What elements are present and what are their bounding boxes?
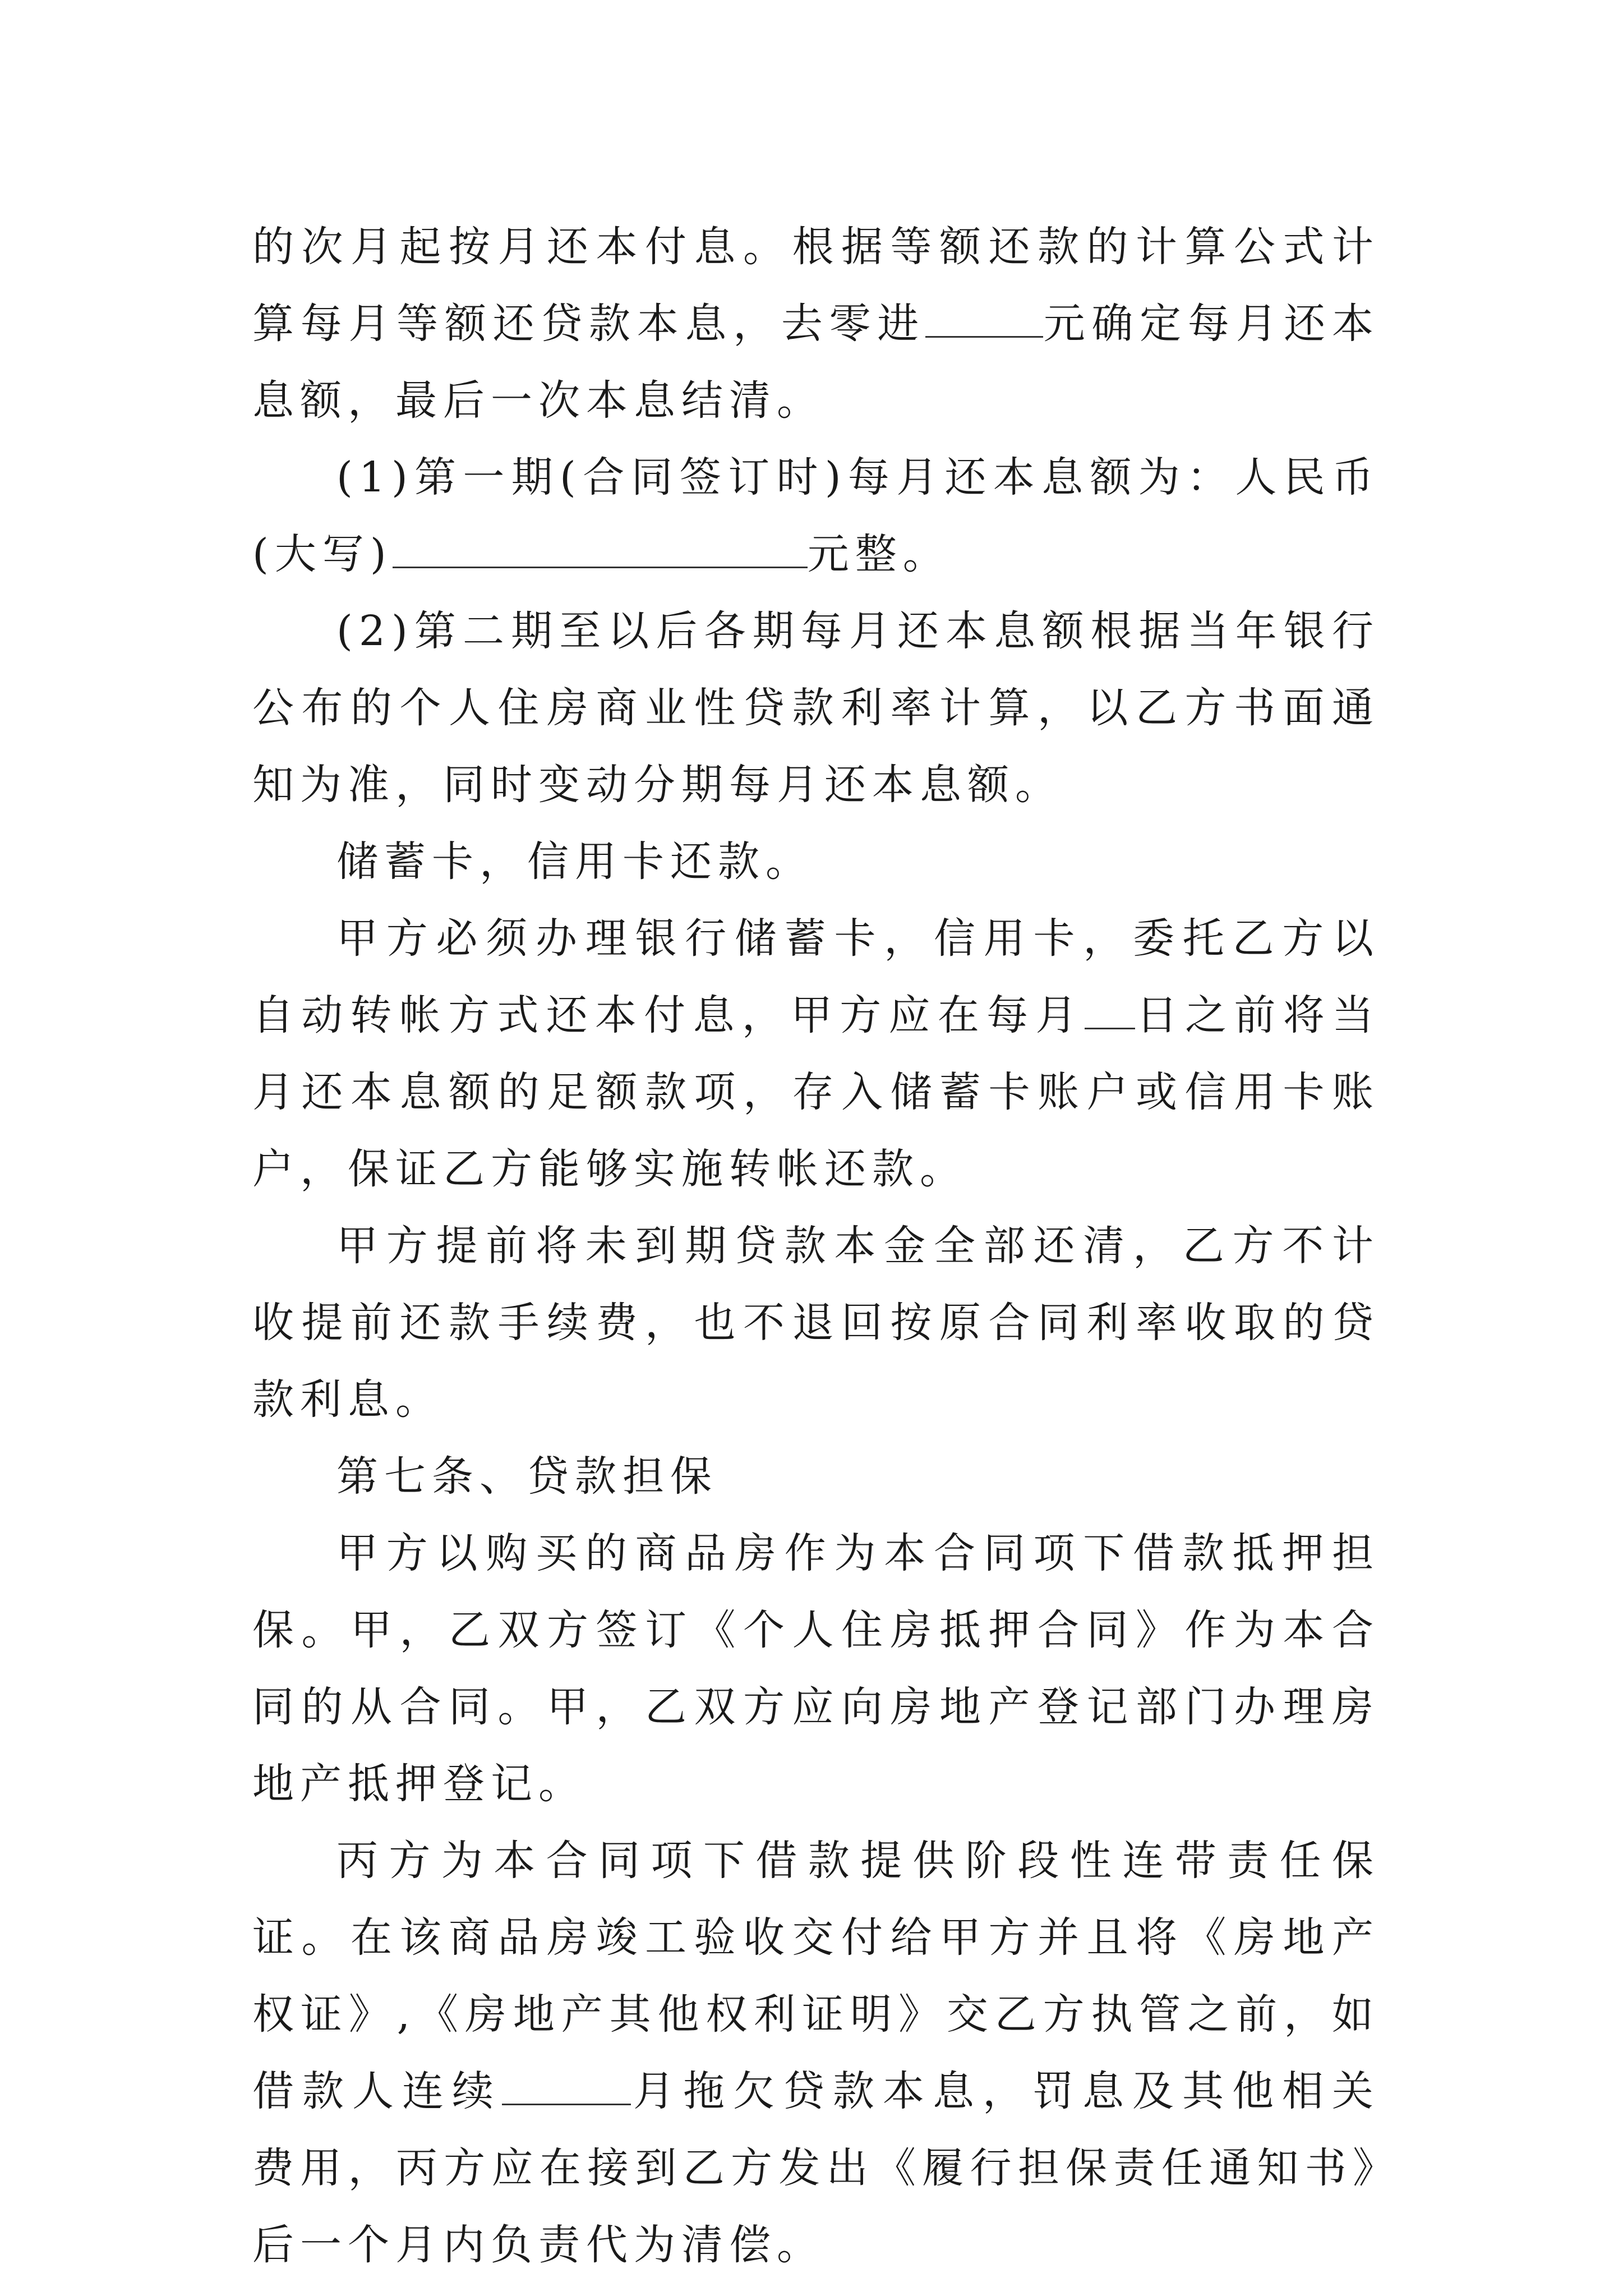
paragraph-second-period: (2)第二期至以后各期每月还本息额根据当年银行公布的个人住房商业性贷款利率计算，以乙方书面通知为准，同时变动分期每月还本息额。 (252, 607, 1380, 809)
paragraph-first-period (252, 439, 1380, 593)
paragraph-card-repayment (252, 900, 1380, 1208)
paragraph-text: 丙方为本合同项下借款提供阶段性连带责任保证。在该商品房竣工验收交付给甲方并且将《房地产权证》,《房地产其他权利证明》交乙方执管之前，如借款人连续 (252, 1837, 1380, 2115)
paragraph-early-repayment: 甲方提前将未到期贷款本金全部还清，乙方不计收提前还款手续费，也不退回按原合同利率收取的贷款利息。 (252, 1222, 1380, 1424)
section-heading-article-7: 第七条、贷款担保 (336, 1452, 718, 1501)
fill-blank-months (502, 2070, 631, 2105)
fill-blank-day (1085, 994, 1135, 1029)
paragraph-text: 的次月起按月还本付息。根据等额还款的计算公式计算每月等额还贷款本息，去零进 (252, 223, 1380, 348)
paragraph-repayment-method (252, 209, 1380, 439)
paragraph-card-repayment-heading: 储蓄卡，信用卡还款。 (336, 838, 813, 886)
paragraph-text: 甲方必须办理银行储蓄卡，信用卡，委托乙方以自动转帐方式还本付息，甲方应在每月 (252, 914, 1380, 1039)
fill-blank-rounding-unit (925, 302, 1043, 338)
paragraph-text: (1)第一期(合同签订时)每月还本息额为：人民币(大写) (252, 453, 1380, 578)
paragraph-mortgage-guarantee: 甲方以购买的商品房作为本合同项下借款抵押担保。甲，乙双方签订《个人住房抵押合同》作为本合同的从合同。甲，乙双方应向房地产登记部门办理房地产抵押登记。 (252, 1529, 1380, 1808)
document-body (252, 209, 1380, 2284)
paragraph-text: 日之前将当月还本息额的足额款项，存入储蓄卡账户或信用卡账户，保证乙方能够实施转帐还款。 (252, 991, 1380, 1193)
paragraph-joint-liability (252, 1823, 1380, 2284)
fill-blank-amount-uppercase (393, 533, 808, 568)
paragraph-text: 月拖欠贷款本息，罚息及其他相关费用，丙方应在接到乙方发出《履行担保责任通知书》后一个月内负责代为清偿。 (252, 2067, 1380, 2269)
paragraph-text: 元整。 (807, 530, 951, 578)
paragraph-text: 元确定每月还本息额，最后一次本息结清。 (252, 300, 1380, 425)
